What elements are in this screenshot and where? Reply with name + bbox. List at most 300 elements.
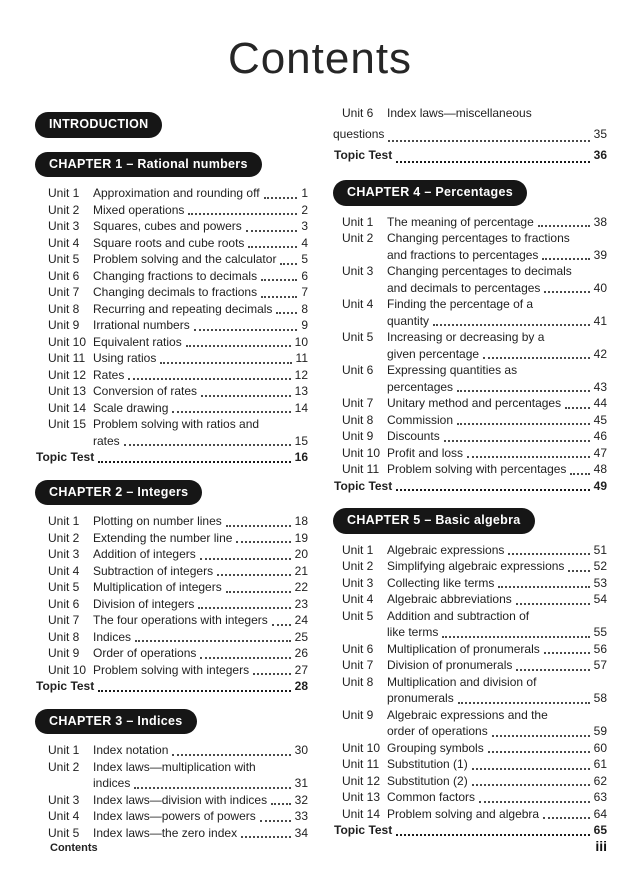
page-number: 14: [294, 400, 308, 415]
unit-title: The four operations with integers: [93, 613, 268, 627]
unit-line: [93, 775, 308, 792]
page-number: 20: [294, 547, 308, 561]
topic-test-row: [36, 449, 308, 466]
page-number: 2: [301, 202, 308, 217]
unit-line: [387, 395, 607, 412]
unit-body: [93, 513, 308, 530]
unit-body: [93, 645, 308, 662]
unit-title: Subtraction of integers: [93, 563, 214, 578]
unit-line: [387, 379, 607, 396]
unit-line: [93, 202, 308, 219]
dot-leader: [396, 475, 589, 492]
unit-title: Expressing quantities as: [387, 363, 518, 377]
unit-body: [387, 542, 607, 559]
page-number: 22: [294, 580, 308, 594]
dot-leader: [98, 446, 290, 463]
page-number: 16: [294, 450, 308, 464]
toc-section: [35, 709, 308, 842]
unit-title: Recurring and repeating decimals: [93, 301, 273, 316]
unit-row: [342, 214, 607, 231]
unit-title: Index laws—miscellaneous: [387, 106, 532, 120]
unit-line: [93, 563, 308, 580]
chapter-pill-label: CHAPTER 1 – Rational numbers: [49, 156, 248, 171]
unit-line: [387, 723, 607, 740]
unit-row: [48, 825, 308, 842]
unit-label: Unit 1: [342, 214, 374, 229]
unit-label: Unit 4: [48, 235, 80, 250]
unit-label: Unit 6: [342, 106, 374, 120]
page-number: 10: [294, 334, 308, 349]
unit-title: Changing fractions to decimals: [93, 268, 258, 283]
unit-line: [93, 530, 308, 547]
unit-row: [342, 558, 607, 575]
unit-line: [387, 214, 607, 231]
unit-row: [48, 759, 308, 792]
unit-label: Unit 4: [48, 809, 80, 823]
unit-title: Algebraic abbreviations: [387, 592, 512, 606]
page-number: 65: [593, 823, 607, 837]
unit-label: Unit 2: [48, 202, 80, 217]
dot-leader: [508, 553, 589, 555]
unit-title-continuation: and decimals to percentages: [387, 280, 541, 295]
unit-body: [387, 412, 607, 429]
unit-body: [93, 268, 308, 285]
unit-label: Unit 6: [48, 268, 80, 283]
unit-row: [48, 400, 308, 417]
unit-label: Unit 7: [342, 396, 374, 410]
unit-title: Index laws—division with indices: [93, 792, 268, 807]
unit-body: [387, 674, 607, 707]
topic-test-label: Topic Test: [334, 148, 393, 162]
dot-leader: [458, 702, 590, 704]
unit-body: [93, 759, 308, 792]
unit-label: Unit 5: [48, 825, 80, 840]
unit-body: [93, 350, 308, 367]
unit-line: [387, 674, 607, 691]
unit-body: [93, 530, 308, 547]
page-number: 27: [294, 662, 308, 677]
unit-body: [93, 563, 308, 580]
unit-title: Addition and subtraction of: [387, 608, 530, 623]
unit-title: Multiplication of pronumerals: [387, 641, 540, 656]
page-number: 12: [294, 367, 308, 382]
unit-body: [93, 367, 308, 384]
dot-leader: [134, 787, 290, 789]
unit-title-continuation: order of operations: [387, 724, 488, 738]
dot-leader: [542, 258, 589, 260]
unit-title: Multiplication of integers: [93, 580, 222, 594]
dot-leader: [492, 735, 590, 737]
unit-title: Algebraic expressions: [387, 542, 505, 557]
unit-line: [93, 645, 308, 662]
unit-title-continuation: questions: [333, 127, 385, 141]
unit-line: [387, 789, 607, 806]
unit-label: Unit 9: [342, 429, 374, 443]
unit-title: Algebraic expressions and the: [387, 707, 548, 722]
unit-line: [387, 740, 607, 757]
page-number: 33: [294, 809, 308, 823]
unit-row: [342, 789, 607, 806]
dot-leader: [98, 675, 290, 692]
chapter-pill: [35, 152, 262, 178]
unit-body: [93, 202, 308, 219]
unit-label: Unit 15: [48, 417, 87, 431]
unit-title: Commission: [387, 412, 454, 427]
unit-line: [93, 612, 308, 629]
page-number: 61: [593, 757, 607, 771]
dot-leader: [172, 754, 290, 756]
unit-label: Unit 2: [342, 231, 374, 245]
unit-row: [342, 674, 607, 707]
unit-title: Mixed operations: [93, 202, 185, 217]
unit-body: [93, 185, 308, 202]
unit-row: [48, 367, 308, 384]
unit-line: [93, 383, 308, 400]
unit-row: [48, 742, 308, 759]
page-number: 6: [301, 268, 308, 283]
unit-row: [48, 185, 308, 202]
unit-line: [93, 251, 308, 268]
dot-leader: [172, 411, 290, 413]
chapter-pill: [35, 709, 197, 735]
page-number: 19: [294, 530, 308, 545]
unit-line: [387, 608, 607, 625]
dot-leader: [236, 541, 290, 543]
page-number: 36: [593, 148, 607, 162]
unit-label: Unit 4: [342, 297, 374, 311]
unit-body: [387, 789, 607, 806]
unit-body: [387, 263, 607, 296]
dot-leader: [198, 607, 290, 609]
unit-label: Unit 3: [342, 575, 374, 590]
unit-line: [387, 756, 607, 773]
unit-title-continuation: percentages: [387, 379, 454, 394]
unit-row: [342, 428, 607, 445]
unit-line: [93, 742, 308, 759]
unit-row: [342, 395, 607, 412]
unit-body: [93, 400, 308, 417]
page-number: 52: [593, 559, 607, 573]
unit-row: [48, 645, 308, 662]
dot-leader: [217, 574, 291, 576]
unit-row: [48, 808, 308, 825]
unit-label: Unit 4: [342, 592, 374, 606]
unit-line: [387, 445, 607, 462]
unit-row: [342, 445, 607, 462]
dot-leader: [280, 263, 297, 265]
unit-label: Unit 12: [342, 773, 381, 788]
unit-title: Index laws—powers of powers: [93, 809, 256, 823]
unit-line: [387, 773, 607, 790]
unit-row: [48, 268, 308, 285]
topic-test-label: Topic Test: [334, 823, 393, 837]
chapter-pill: [333, 180, 527, 206]
dot-leader: [516, 669, 589, 671]
unit-line: [387, 657, 607, 674]
unit-row: [48, 612, 308, 629]
unit-body: [387, 214, 607, 231]
unit-label: Unit 1: [342, 542, 374, 557]
unit-title: Index laws—the zero index: [93, 825, 238, 840]
unit-label: Unit 9: [48, 318, 80, 332]
unit-label: Unit 1: [48, 514, 80, 528]
chapter-pill: [35, 480, 202, 506]
unit-label: Unit 2: [342, 559, 374, 573]
unit-title: Order of operations: [93, 646, 197, 660]
unit-title: Changing percentages to fractions: [387, 231, 570, 245]
dot-leader: [194, 329, 298, 331]
page-number: 5: [301, 252, 308, 266]
dot-leader: [538, 225, 590, 227]
unit-body: [387, 362, 607, 395]
unit-label: Unit 12: [48, 367, 87, 382]
toc-section: [35, 152, 308, 466]
unit-title: Common factors: [387, 790, 476, 804]
dot-leader: [396, 142, 589, 163]
unit-body: [387, 575, 607, 592]
unit-body: [387, 428, 607, 445]
unit-row: [48, 317, 308, 334]
unit-line: [387, 280, 607, 297]
unit-label: Unit 11: [48, 351, 86, 365]
unit-label: Unit 11: [342, 462, 380, 476]
unit-row: [48, 251, 308, 268]
unit-title: Changing percentages to decimals: [387, 264, 572, 278]
unit-title: The meaning of percentage: [387, 214, 534, 229]
unit-label: Unit 11: [342, 757, 380, 771]
unit-row: [342, 575, 607, 592]
dot-leader: [226, 525, 291, 527]
topic-test-label: Topic Test: [36, 679, 95, 693]
unit-label: Unit 5: [342, 330, 374, 344]
dot-leader: [442, 636, 589, 638]
unit-row: [342, 230, 607, 263]
unit-row: [48, 563, 308, 580]
unit-body: [93, 416, 308, 449]
page-number: 8: [301, 301, 308, 316]
unit-row: [48, 383, 308, 400]
unit-body: [93, 612, 308, 629]
unit-label: Unit 6: [342, 363, 374, 377]
unit-row: [342, 362, 607, 395]
dot-leader: [226, 591, 291, 593]
topic-test-label: Topic Test: [334, 478, 393, 493]
unit-body: [93, 235, 308, 252]
unit-line: [387, 263, 607, 280]
unit-body: [93, 546, 308, 563]
page-number: 64: [593, 806, 607, 821]
unit-label: Unit 10: [342, 445, 381, 460]
dot-leader: [186, 345, 291, 347]
page-number: 13: [294, 384, 308, 398]
unit-title: Squares, cubes and powers: [93, 219, 242, 233]
page-number: 32: [294, 792, 308, 807]
page-number: 48: [593, 462, 607, 476]
unit-row: [48, 235, 308, 252]
unit-body: [93, 579, 308, 596]
toc-section: [333, 180, 607, 494]
unit-title: Collecting like terms: [387, 575, 495, 590]
unit-line: [93, 400, 308, 417]
page-number: 15: [294, 433, 308, 448]
unit-row: [342, 740, 607, 757]
dot-leader: [241, 836, 291, 838]
dot-leader: [479, 801, 590, 803]
unit-title: Increasing or decreasing by a: [387, 330, 545, 344]
unit-title: Changing decimals to fractions: [93, 285, 258, 299]
unit-label: Unit 5: [48, 252, 80, 266]
page-number: 59: [593, 724, 607, 738]
unit-line: [387, 346, 607, 363]
unit-label: Unit 10: [342, 740, 381, 755]
unit-title: Index notation: [93, 743, 169, 757]
unit-body: [93, 218, 308, 235]
unit-label: Unit 7: [48, 613, 80, 627]
unit-row: [342, 641, 607, 658]
dot-leader: [396, 819, 589, 836]
unit-row: [48, 792, 308, 809]
unit-body: [93, 792, 308, 809]
unit-row: [48, 629, 308, 646]
unit-body: [387, 773, 607, 790]
chapter-pill: [333, 508, 535, 534]
unit-row: [48, 530, 308, 547]
unit-label: Unit 3: [342, 264, 374, 278]
unit-title: Scale drawing: [93, 400, 169, 415]
unit-title: Using ratios: [93, 351, 157, 365]
unit-label: Unit 8: [48, 301, 80, 316]
unit-line: [387, 230, 607, 247]
unit-line: [93, 350, 308, 367]
unit-title: Square roots and cube roots: [93, 235, 245, 250]
page-number: 18: [294, 514, 308, 528]
dot-leader: [444, 440, 590, 442]
chapter-pill: [35, 112, 162, 138]
unit-label: Unit 14: [342, 806, 381, 821]
unit-title: Multiplication and division of: [387, 674, 537, 689]
unit-row: [342, 263, 607, 296]
footer-page-number: iii: [595, 838, 607, 854]
unit-line: [93, 792, 308, 809]
dot-leader: [544, 291, 589, 293]
page-number: 41: [593, 313, 607, 328]
dot-leader: [200, 558, 291, 560]
unit-line: [387, 641, 607, 658]
unit-title: Index laws—multiplication with: [93, 759, 256, 774]
unit-title: Conversion of rates: [93, 384, 198, 398]
page-number: 26: [294, 646, 308, 660]
dot-leader: [457, 423, 590, 425]
unit-body: [93, 742, 308, 759]
unit-title-continuation: quantity: [387, 313, 430, 328]
unit-line: [387, 542, 607, 559]
page-number: 38: [593, 214, 607, 229]
unit-title: Extending the number line: [93, 530, 233, 545]
dot-leader: [261, 296, 297, 298]
page-number: 7: [301, 285, 308, 299]
unit-row: [342, 296, 607, 329]
unit-row: [48, 334, 308, 351]
unit-line: [93, 629, 308, 646]
unit-label: Unit 2: [48, 759, 80, 774]
footer-section-label: Contents: [50, 842, 98, 854]
page-number: 4: [301, 235, 308, 250]
page-number: 28: [294, 679, 308, 693]
unit-label: Unit 1: [48, 186, 80, 200]
unit-row: [48, 596, 308, 613]
unit-title: Simplifying algebraic expressions: [387, 559, 565, 573]
unit-line: [93, 284, 308, 301]
unit-row: [48, 513, 308, 530]
dot-leader: [264, 197, 298, 199]
unit-label: Unit 8: [48, 629, 80, 644]
toc-section: [333, 103, 607, 166]
page-number: 31: [294, 776, 308, 790]
page-number: 51: [593, 542, 607, 557]
dot-leader: [565, 407, 590, 409]
unit-label: Unit 10: [48, 662, 87, 677]
unit-body: [387, 591, 607, 608]
unit-label: Unit 5: [342, 608, 374, 623]
page-number: 57: [593, 658, 607, 672]
dot-leader: [248, 246, 297, 248]
dot-leader: [272, 624, 291, 626]
dot-leader: [260, 820, 291, 822]
unit-label: Unit 14: [48, 400, 87, 415]
unit-body: [387, 230, 607, 263]
unit-title: Problem solving with percentages: [387, 462, 567, 476]
unit-line: [93, 268, 308, 285]
unit-title-continuation: indices: [93, 776, 131, 790]
unit-label: Unit 8: [342, 412, 374, 427]
dot-leader: [472, 768, 590, 770]
unit-title: Approximation and rounding off: [93, 186, 260, 200]
unit-title: Indices: [93, 629, 132, 644]
unit-body: [387, 740, 607, 757]
topic-test-label: Topic Test: [36, 450, 95, 464]
unit-title-continuation: like terms: [387, 625, 439, 639]
unit-line: [93, 235, 308, 252]
unit-line: [93, 825, 308, 842]
chapter-pill-label: CHAPTER 4 – Percentages: [347, 185, 513, 199]
unit-body: [93, 808, 308, 825]
dot-leader: [433, 324, 590, 326]
unit-title-continuation: and fractions to percentages: [387, 247, 539, 262]
unit-title: Problem solving and the calculator: [93, 252, 277, 266]
page-number: 25: [294, 629, 308, 644]
dot-leader: [276, 312, 297, 314]
page-number: 3: [301, 219, 308, 233]
dot-leader: [135, 640, 291, 642]
unit-body: [387, 329, 607, 362]
page-number: 11: [295, 351, 308, 365]
page-number: 47: [593, 445, 607, 460]
unit-body: [387, 296, 607, 329]
unit-row: [342, 542, 607, 559]
page-number: 9: [301, 318, 308, 332]
chapter-pill-label: CHAPTER 3 – Indices: [49, 713, 183, 728]
unit-line: [93, 317, 308, 334]
unit-title: Irrational numbers: [93, 318, 190, 332]
toc-section: [35, 112, 308, 138]
unit-title: Division of integers: [93, 596, 195, 611]
unit-body: [387, 756, 607, 773]
dot-leader: [568, 570, 589, 572]
dot-leader: [483, 357, 590, 359]
page-number: 39: [593, 247, 607, 262]
unit-body: [93, 284, 308, 301]
unit-row: [48, 350, 308, 367]
